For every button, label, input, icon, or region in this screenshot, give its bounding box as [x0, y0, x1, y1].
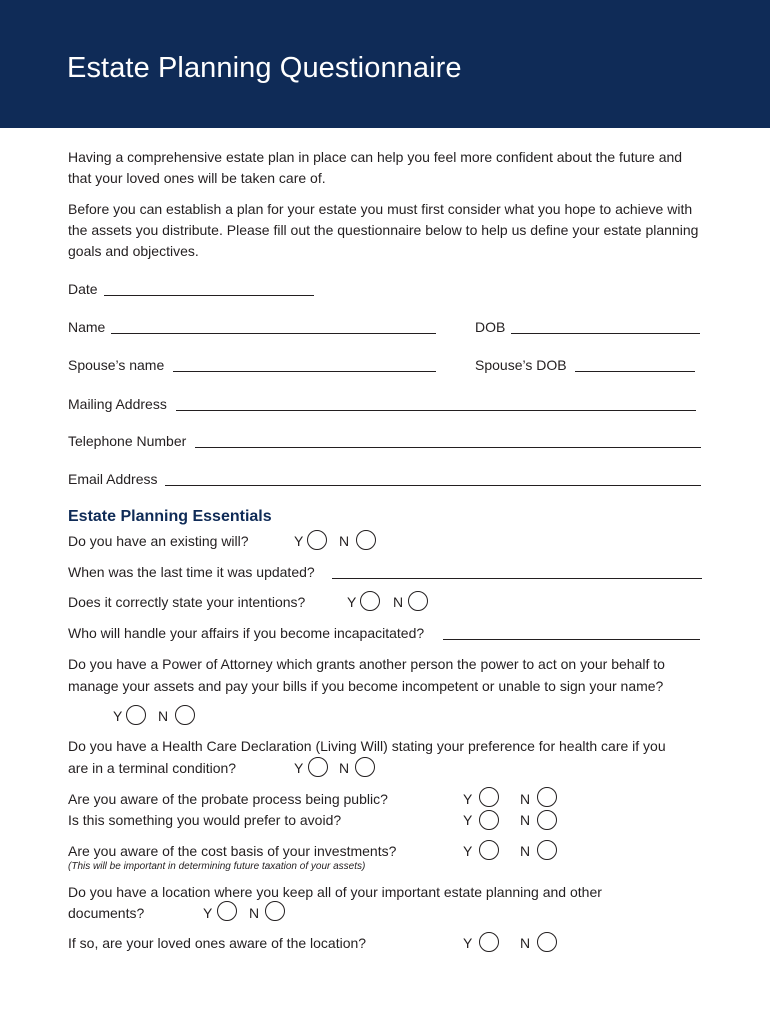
question-living-will-line1: Do you have a Health Care Declaration (Living Will) stating your preference for health care if you [68, 738, 666, 754]
yes-label: Y [294, 533, 304, 549]
no-label: N [520, 935, 531, 951]
cost-basis-note: (This will be important in determining future taxation of your assets) [68, 861, 366, 872]
question-avoid-probate: Is this something you would prefer to avoid? [68, 812, 342, 828]
intro-paragraph-2: Before you can establish a plan for your estate you must first consider what you hope to achieve with the assets you distribute. Please fill out the questionnaire below to help us define your estate planning goals and objectives. [68, 201, 699, 259]
telephone-field[interactable] [195, 447, 701, 448]
power-of-attorney-no-radio[interactable] [175, 705, 195, 725]
question-existing-will: Do you have an existing will? [68, 533, 249, 549]
no-label: N [520, 791, 531, 807]
probate-public-no-radio[interactable] [537, 787, 557, 807]
no-label: N [158, 708, 169, 724]
date-label: Date [68, 281, 98, 297]
question-incapacitated: Who will handle your affairs if you become incapacitated? [68, 625, 425, 641]
incapacitated-field[interactable] [443, 639, 700, 640]
telephone-label: Telephone Number [68, 433, 187, 449]
no-label: N [249, 905, 260, 921]
no-label: N [393, 594, 404, 610]
yes-label: Y [463, 791, 473, 807]
avoid-probate-no-radio[interactable] [537, 810, 557, 830]
question-probate-public: Are you aware of the probate process being public? [68, 791, 388, 807]
question-intentions: Does it correctly state your intentions? [68, 594, 306, 610]
spouse-dob-field[interactable] [575, 371, 695, 372]
loved-ones-aware-yes-radio[interactable] [479, 932, 499, 952]
intentions-yes-radio[interactable] [360, 591, 380, 611]
question-documents-location-line2: documents? [68, 905, 145, 921]
question-living-will-line2: are in a terminal condition? [68, 760, 237, 776]
yes-label: Y [203, 905, 213, 921]
yes-label: Y [294, 760, 304, 776]
yes-label: Y [347, 594, 357, 610]
mailing-address-field[interactable] [176, 410, 696, 411]
page-title: Estate Planning Questionnaire [67, 52, 462, 84]
documents-location-yes-radio[interactable] [217, 901, 237, 921]
name-field[interactable] [111, 333, 436, 334]
last-updated-field[interactable] [332, 578, 702, 579]
email-field[interactable] [165, 485, 701, 486]
cost-basis-yes-radio[interactable] [479, 840, 499, 860]
spouse-name-field[interactable] [173, 371, 436, 372]
existing-will-no-radio[interactable] [356, 530, 376, 550]
no-label: N [520, 812, 531, 828]
living-will-no-radio[interactable] [355, 757, 375, 777]
spouse-name-label: Spouse’s name [68, 357, 165, 373]
dob-label: DOB [475, 319, 506, 335]
question-loved-ones-aware: If so, are your loved ones aware of the location? [68, 935, 367, 951]
yes-label: Y [463, 812, 473, 828]
spouse-dob-label: Spouse’s DOB [475, 357, 567, 373]
no-label: N [339, 533, 350, 549]
intro-paragraph-1: Having a comprehensive estate plan in place can help you feel more confident about the future and that your loved ones will be taken care of. [68, 149, 683, 186]
living-will-yes-radio[interactable] [308, 757, 328, 777]
question-power-of-attorney-line1: Do you have a Power of Attorney which grants another person the power to act on your behalf to [68, 656, 665, 672]
loved-ones-aware-no-radio[interactable] [537, 932, 557, 952]
mailing-address-label: Mailing Address [68, 396, 167, 412]
cost-basis-no-radio[interactable] [537, 840, 557, 860]
section-heading: Estate Planning Essentials [68, 508, 272, 525]
date-field[interactable] [104, 295, 314, 296]
no-label: N [520, 843, 531, 859]
power-of-attorney-yes-radio[interactable] [126, 705, 146, 725]
no-label: N [339, 760, 350, 776]
probate-public-yes-radio[interactable] [479, 787, 499, 807]
question-documents-location-line1: Do you have a location where you keep all of your important estate planning and other [68, 884, 602, 900]
avoid-probate-yes-radio[interactable] [479, 810, 499, 830]
email-label: Email Address [68, 471, 158, 487]
yes-label: Y [463, 843, 473, 859]
intentions-no-radio[interactable] [408, 591, 428, 611]
question-last-updated: When was the last time it was updated? [68, 564, 315, 580]
dob-field[interactable] [511, 333, 700, 334]
name-label: Name [68, 319, 106, 335]
documents-location-no-radio[interactable] [265, 901, 285, 921]
question-power-of-attorney-line2: manage your assets and pay your bills if you become incompetent or unable to sign your name? [68, 678, 664, 694]
question-cost-basis: Are you aware of the cost basis of your investments? [68, 843, 397, 859]
yes-label: Y [463, 935, 473, 951]
header-banner [0, 0, 770, 128]
yes-label: Y [113, 708, 123, 724]
existing-will-yes-radio[interactable] [307, 530, 327, 550]
